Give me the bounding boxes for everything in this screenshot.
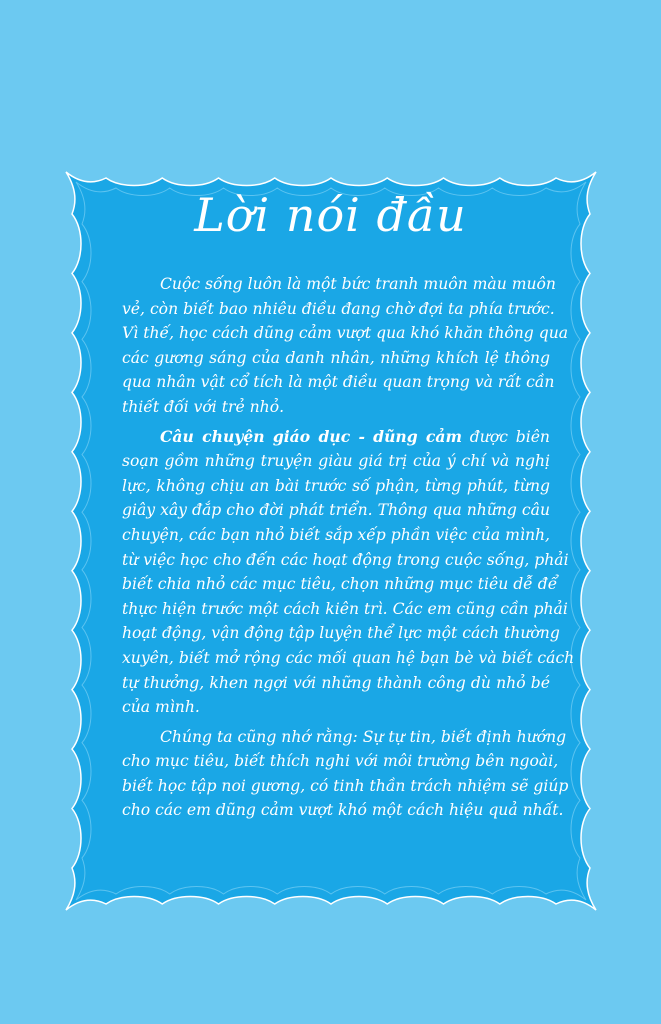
paragraph-3 <box>122 725 569 823</box>
text-line: cho các em dũng cảm vượt khó một cách hiệu quả nhất. <box>122 801 564 820</box>
text-line: biết học tập noi gương, có tinh thần trách nhiệm sẽ giúp <box>122 776 569 795</box>
text-line: giây xây đắp cho đời phát triển. Thông qua những câu <box>122 501 550 520</box>
text-fragment: được biên <box>462 427 550 446</box>
text-line: xuyên, biết mở rộng các mối quan hệ bạn bè và biết cách <box>122 648 575 667</box>
preface-body <box>122 272 575 823</box>
text-line: Cuộc sống luôn là một bức tranh muôn màu muôn <box>160 275 556 293</box>
text-line <box>122 425 550 450</box>
text-line: thiết đối với trẻ nhỏ. <box>122 397 285 416</box>
text-line: hoạt động, vận động tập luyện thể lực một cách thường <box>122 624 560 643</box>
text-line: của mình. <box>122 698 200 717</box>
text-line: biết chia nhỏ các mục tiêu, chọn những mục tiêu dễ để <box>122 575 558 594</box>
text-line: qua nhân vật cổ tích là một điều quan trọng và rất cần <box>122 373 555 392</box>
paragraph-2 <box>122 425 575 720</box>
text-line: tự thưởng, khen ngợi với những thành công dù nhỏ bé <box>122 673 550 692</box>
text-line: Chúng ta cũng nhớ rằng: Sự tự tin, biết định hướng <box>160 727 567 746</box>
text-line: Vì thế, học cách dũng cảm vượt qua khó khăn thông qua <box>122 324 569 343</box>
book-title-bold: Câu chuyện giáo dục - dũng cảm <box>160 426 463 446</box>
page-title: Lời nói đầu <box>194 188 467 242</box>
text-line: thực hiện trước một cách kiên trì. Các em cũng cần phải <box>122 599 568 618</box>
text-line: cho mục tiêu, biết thích nghi với môi trường bên ngoài, <box>122 752 559 771</box>
text-line: chuyện, các bạn nhỏ biết sắp xếp phần việc của mình, <box>122 525 550 544</box>
text-line: vẻ, còn biết bao nhiêu điều đang chờ đợi ta phía trước. <box>122 299 555 318</box>
paragraph-1 <box>122 272 569 420</box>
text-line: từ việc học cho đến các hoạt động trong cuộc sống, phải <box>122 550 569 569</box>
text-line: soạn gồm những truyện giàu giá trị của ý chí và nghị <box>122 452 550 471</box>
text-line: lực, không chịu an bài trước số phận, từng phút, từng <box>122 476 550 495</box>
text-line: các gương sáng của danh nhân, những khích lệ thông <box>122 348 550 367</box>
